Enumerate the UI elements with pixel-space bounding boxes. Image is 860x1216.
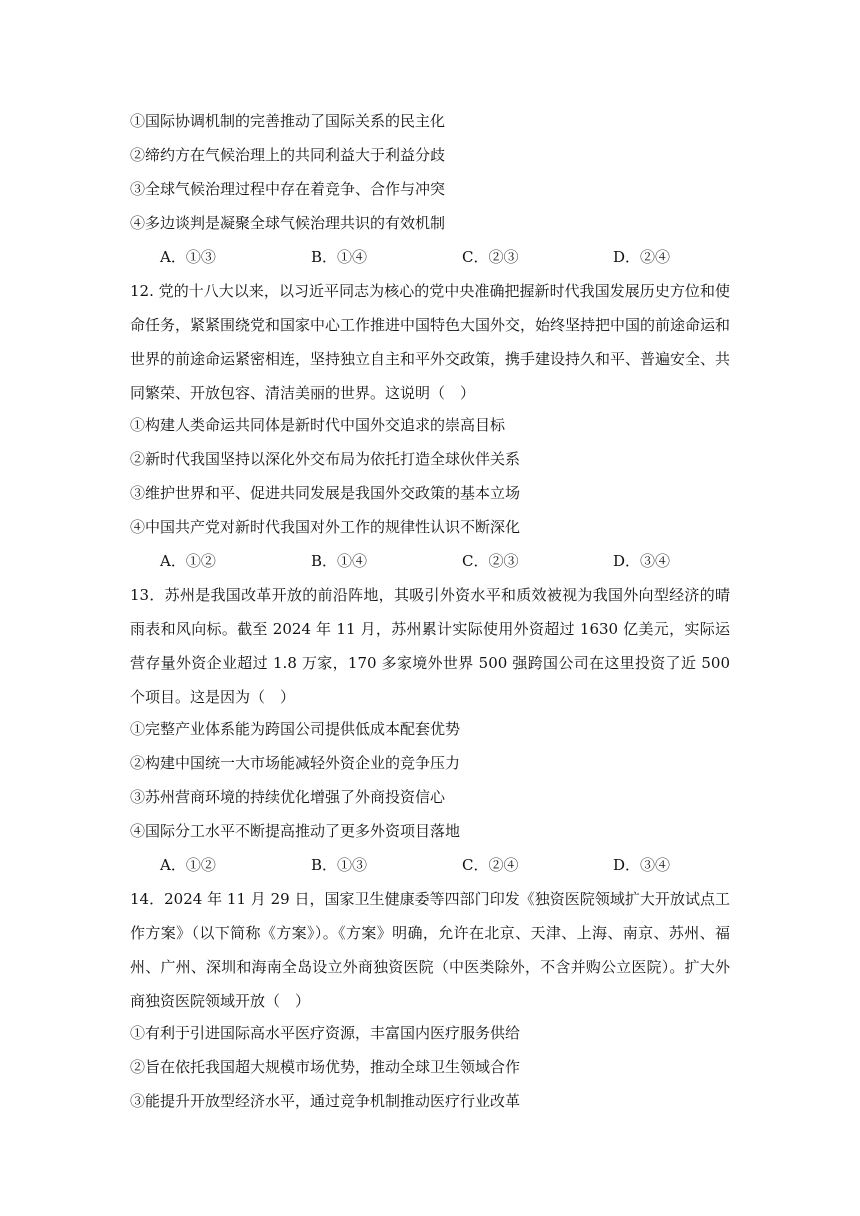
q14-item-2: ②旨在依托我国超大规模市场优势，推动全球卫生领域合作 [130,1058,521,1076]
q12-item-2: ②新时代我国坚持以深化外交布局为依托打造全球伙伴关系 [130,450,521,468]
q13-stem: 13．苏州是我国改革开放的前沿阵地，其吸引外资水平和质效被视为我国外向型经济的晴雨表和风向标。截至 2024 年 11 月，苏州累计实际使用外资超过 1630 亿美元，实际运营存量外资企业超过 1.8 万家，170 多家境外世界 500 强跨国公司在这里投资了近 500 个项目。这是因为（ ） [130,586,730,706]
q12-option-b[interactable]: B．①④ [311,552,368,570]
q11-option-a[interactable]: A．①③ [160,248,216,266]
q13-option-c[interactable]: C．②④ [462,856,519,874]
q13-option-a[interactable]: A．①② [160,856,216,874]
q11-option-b[interactable]: B．①④ [311,248,368,266]
q13-item-2: ②构建中国统一大市场能减轻外资企业的竞争压力 [130,754,461,772]
q12-stem: 12. 党的十八大以来，以习近平同志为核心的党中央准确把握新时代我国发展历史方位和使命任务，紧紧围绕党和国家中心工作推进中国特色大国外交，始终坚持把中国的前途命运和世界的前途命运紧密相连，坚持独立自主和平外交政策，携手建设持久和平、普遍安全、共同繁荣、开放包容、清洁美丽的世界。这说明（ ） [130,282,731,402]
q11-options [160,247,764,267]
q11-option-d[interactable]: D．②④ [613,248,671,266]
q12-options [160,551,764,571]
q13-item-3: ③苏州营商环境的持续优化增强了外商投资信心 [130,788,446,806]
q12-item-3: ③维护世界和平、促进共同发展是我国外交政策的基本立场 [130,484,521,502]
q11-item-3: ③全球气候治理过程中存在着竞争、合作与冲突 [130,180,446,198]
q13-option-b[interactable]: B．①③ [311,856,368,874]
q14-item-1: ①有利于引进国际高水平医疗资源，丰富国内医疗服务供给 [130,1024,521,1042]
q13-option-d[interactable]: D．③④ [613,856,671,874]
q13-item-1: ①完整产业体系能为跨国公司提供低成本配套优势 [130,720,461,738]
q14-item-3: ③能提升开放型经济水平，通过竞争机制推动医疗行业改革 [130,1092,521,1110]
q12-item-4: ④中国共产党对新时代我国对外工作的规律性认识不断深化 [130,518,521,536]
q11-item-2: ②缔约方在气候治理上的共同利益大于利益分歧 [130,146,446,164]
q14-stem: 14．2024 年 11 月 29 日，国家卫生健康委等四部门印发《独资医院领域扩大开放试点工作方案》（以下简称《方案》）。《方案》明确，允许在北京、天津、上海、南京、苏州、福州、广州、深圳和海南全岛设立外商独资医院（中医类除外，不含并购公立医院）。扩大外商独资医院领域开放（ ） [130,890,730,1010]
q11-option-c[interactable]: C．②③ [462,248,519,266]
q13-item-4: ④国际分工水平不断提高推动了更多外资项目落地 [130,822,461,840]
q11-item-1: ①国际协调机制的完善推动了国际关系的民主化 [130,112,446,130]
q12-option-d[interactable]: D．③④ [613,552,671,570]
q11-item-4: ④多边谈判是凝聚全球气候治理共识的有效机制 [130,214,446,232]
q12-option-a[interactable]: A．①② [160,552,216,570]
q13-options [160,855,764,875]
q12-item-1: ①构建人类命运共同体是新时代中国外交追求的崇高目标 [130,416,506,434]
q12-option-c[interactable]: C．②③ [462,552,519,570]
